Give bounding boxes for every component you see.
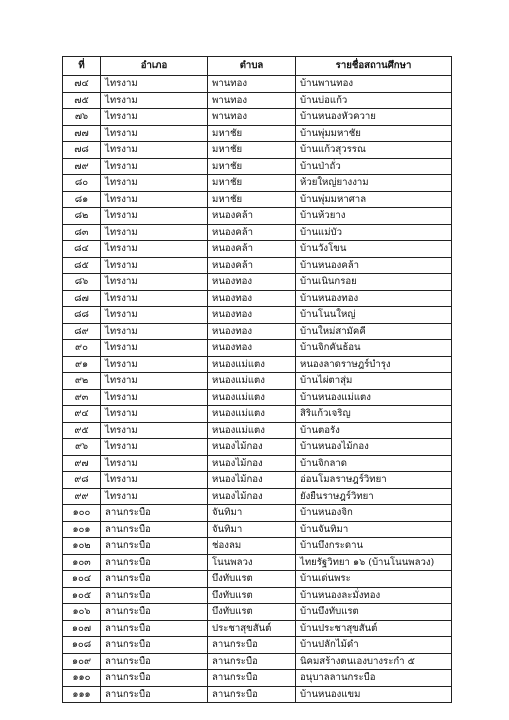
cell-district: ไทรงาม bbox=[101, 455, 208, 472]
cell-number: ๘๓ bbox=[63, 224, 101, 241]
cell-district: ไทรงาม bbox=[101, 257, 208, 274]
table-row bbox=[63, 290, 452, 307]
cell-school-name: นิคมสร้างตนเองบางระกำ ๕ bbox=[296, 653, 452, 670]
cell-subdistrict: หนองไม้กอง bbox=[208, 455, 296, 472]
table-row bbox=[63, 274, 452, 291]
cell-subdistrict: หนองแม่แตง bbox=[208, 389, 296, 406]
cell-school-name: ห้วยใหญ่ยางงาม bbox=[296, 175, 452, 192]
cell-school-name: บ้านจันทิมา bbox=[296, 521, 452, 538]
table-row bbox=[63, 191, 452, 208]
cell-district: ไทรงาม bbox=[101, 488, 208, 505]
cell-district: ไทรงาม bbox=[101, 76, 208, 93]
cell-number: ๑๐๓ bbox=[63, 554, 101, 571]
cell-school-name: บ้านโนนใหญ่ bbox=[296, 307, 452, 324]
cell-number: ๑๐๕ bbox=[63, 587, 101, 604]
cell-number: ๘๖ bbox=[63, 274, 101, 291]
cell-subdistrict: ช่องลม bbox=[208, 538, 296, 555]
cell-number: ๙๓ bbox=[63, 389, 101, 406]
cell-district: ไทรงาม bbox=[101, 356, 208, 373]
table-row bbox=[63, 142, 452, 159]
cell-school-name: บ้านจิกคันธ้อน bbox=[296, 340, 452, 357]
cell-school-name: บ้านพุ่มมหาศาล bbox=[296, 191, 452, 208]
cell-school-name: บ้านหนองจิก bbox=[296, 505, 452, 522]
cell-district: ลานกระบือ bbox=[101, 571, 208, 588]
header-district: อำเภอ bbox=[101, 57, 208, 76]
table-row bbox=[63, 505, 452, 522]
table-row bbox=[63, 472, 452, 489]
cell-subdistrict: ลานกระบือ bbox=[208, 637, 296, 654]
table-row bbox=[63, 686, 452, 703]
table-row bbox=[63, 587, 452, 604]
cell-school-name: บ้านบ่อแก้ว bbox=[296, 92, 452, 109]
cell-subdistrict: พานทอง bbox=[208, 92, 296, 109]
table-row bbox=[63, 406, 452, 423]
cell-number: ๑๐๘ bbox=[63, 637, 101, 654]
table-row bbox=[63, 521, 452, 538]
cell-district: ไทรงาม bbox=[101, 208, 208, 225]
table-row bbox=[63, 554, 452, 571]
cell-school-name: บ้านบึงทับแรต bbox=[296, 604, 452, 621]
cell-school-name: บ้านแก้วสุวรรณ bbox=[296, 142, 452, 159]
cell-school-name: บ้านหนองไม้กอง bbox=[296, 439, 452, 456]
table-row bbox=[63, 307, 452, 324]
cell-school-name: บ้านหนองคล้า bbox=[296, 257, 452, 274]
cell-district: ลานกระบือ bbox=[101, 554, 208, 571]
cell-number: ๙๕ bbox=[63, 422, 101, 439]
cell-district: ไทรงาม bbox=[101, 191, 208, 208]
table-row bbox=[63, 356, 452, 373]
cell-district: ลานกระบือ bbox=[101, 686, 208, 703]
cell-subdistrict: มหาชัย bbox=[208, 125, 296, 142]
table-body bbox=[63, 76, 452, 703]
cell-school-name: บ้านป่าถั่ว bbox=[296, 158, 452, 175]
cell-subdistrict: มหาชัย bbox=[208, 142, 296, 159]
cell-district: ไทรงาม bbox=[101, 142, 208, 159]
table-row bbox=[63, 422, 452, 439]
cell-number: ๗๖ bbox=[63, 109, 101, 126]
cell-district: ลานกระบือ bbox=[101, 521, 208, 538]
cell-number: ๙๐ bbox=[63, 340, 101, 357]
cell-subdistrict: หนองทอง bbox=[208, 274, 296, 291]
cell-district: ไทรงาม bbox=[101, 274, 208, 291]
cell-number: ๘๙ bbox=[63, 323, 101, 340]
cell-subdistrict: หนองคล้า bbox=[208, 257, 296, 274]
cell-district: ไทรงาม bbox=[101, 406, 208, 423]
cell-school-name: บ้านไผ่ตาสุ่ม bbox=[296, 373, 452, 390]
cell-district: ไทรงาม bbox=[101, 290, 208, 307]
cell-subdistrict: จันทิมา bbox=[208, 505, 296, 522]
cell-subdistrict: หนองแม่แตง bbox=[208, 422, 296, 439]
cell-number: ๑๐๗ bbox=[63, 620, 101, 637]
header-subdistrict: ตำบล bbox=[208, 57, 296, 76]
cell-subdistrict: โนนพลวง bbox=[208, 554, 296, 571]
cell-school-name: บ้านพานทอง bbox=[296, 76, 452, 93]
cell-district: ไทรงาม bbox=[101, 125, 208, 142]
cell-subdistrict: บึงทับแรต bbox=[208, 571, 296, 588]
cell-number: ๙๒ bbox=[63, 373, 101, 390]
cell-subdistrict: ประชาสุขสันต์ bbox=[208, 620, 296, 637]
table-row bbox=[63, 637, 452, 654]
cell-school-name: บ้านพุ่มมหาชัย bbox=[296, 125, 452, 142]
cell-district: ลานกระบือ bbox=[101, 587, 208, 604]
header-number: ที่ bbox=[63, 57, 101, 76]
cell-number: ๗๘ bbox=[63, 142, 101, 159]
cell-subdistrict: พานทอง bbox=[208, 76, 296, 93]
table-row bbox=[63, 604, 452, 621]
cell-district: ไทรงาม bbox=[101, 439, 208, 456]
cell-subdistrict: หนองคล้า bbox=[208, 224, 296, 241]
cell-number: ๑๐๔ bbox=[63, 571, 101, 588]
cell-district: ไทรงาม bbox=[101, 340, 208, 357]
cell-district: ไทรงาม bbox=[101, 323, 208, 340]
table-row bbox=[63, 323, 452, 340]
cell-district: ลานกระบือ bbox=[101, 620, 208, 637]
cell-district: ไทรงาม bbox=[101, 109, 208, 126]
cell-number: ๙๑ bbox=[63, 356, 101, 373]
cell-number: ๘๘ bbox=[63, 307, 101, 324]
cell-subdistrict: หนองคล้า bbox=[208, 241, 296, 258]
cell-school-name: ไทยรัฐวิทยา ๑๖ (บ้านโนนพลวง) bbox=[296, 554, 452, 571]
cell-school-name: บ้านใหม่สามัคคี bbox=[296, 323, 452, 340]
table-row bbox=[63, 109, 452, 126]
cell-subdistrict: หนองทอง bbox=[208, 290, 296, 307]
table-row bbox=[63, 208, 452, 225]
cell-number: ๘๒ bbox=[63, 208, 101, 225]
cell-school-name: บ้านปลักไม้ดำ bbox=[296, 637, 452, 654]
cell-subdistrict: หนองไม้กอง bbox=[208, 488, 296, 505]
cell-district: ลานกระบือ bbox=[101, 670, 208, 687]
table-row bbox=[63, 620, 452, 637]
table-row bbox=[63, 125, 452, 142]
cell-number: ๙๙ bbox=[63, 488, 101, 505]
cell-number: ๘๐ bbox=[63, 175, 101, 192]
cell-district: ลานกระบือ bbox=[101, 604, 208, 621]
table-row bbox=[63, 340, 452, 357]
cell-school-name: อ่อนโมลราษฎร์วิทยา bbox=[296, 472, 452, 489]
cell-district: ไทรงาม bbox=[101, 224, 208, 241]
cell-number: ๑๐๒ bbox=[63, 538, 101, 555]
cell-number: ๗๗ bbox=[63, 125, 101, 142]
table-row bbox=[63, 439, 452, 456]
cell-number: ๘๑ bbox=[63, 191, 101, 208]
cell-school-name: บ้านจิกลาด bbox=[296, 455, 452, 472]
cell-number: ๑๐๑ bbox=[63, 521, 101, 538]
cell-school-name: บ้านแม่บัว bbox=[296, 224, 452, 241]
cell-school-name: สิริแก้วเจริญ bbox=[296, 406, 452, 423]
table-row bbox=[63, 175, 452, 192]
cell-subdistrict: บึงทับแรต bbox=[208, 587, 296, 604]
cell-school-name: หนองลาดราษฎร์บำรุง bbox=[296, 356, 452, 373]
cell-subdistrict: ลานกระบือ bbox=[208, 653, 296, 670]
cell-number: ๗๔ bbox=[63, 76, 101, 93]
school-list-table bbox=[62, 56, 452, 703]
cell-subdistrict: มหาชัย bbox=[208, 158, 296, 175]
cell-school-name: ยังยืนราษฎร์วิทยา bbox=[296, 488, 452, 505]
cell-number: ๑๐๖ bbox=[63, 604, 101, 621]
cell-number: ๙๘ bbox=[63, 472, 101, 489]
cell-district: ไทรงาม bbox=[101, 389, 208, 406]
cell-district: ไทรงาม bbox=[101, 373, 208, 390]
cell-school-name: บ้านห้วยาง bbox=[296, 208, 452, 225]
cell-district: ลานกระบือ bbox=[101, 538, 208, 555]
header-school-name: รายชื่อสถานศึกษา bbox=[296, 57, 452, 76]
cell-subdistrict: พานทอง bbox=[208, 109, 296, 126]
cell-subdistrict: บึงทับแรต bbox=[208, 604, 296, 621]
cell-subdistrict: ลานกระบือ bbox=[208, 670, 296, 687]
cell-number: ๗๕ bbox=[63, 92, 101, 109]
table-row bbox=[63, 92, 452, 109]
cell-subdistrict: หนองทอง bbox=[208, 323, 296, 340]
cell-subdistrict: หนองแม่แตง bbox=[208, 406, 296, 423]
table-row bbox=[63, 158, 452, 175]
table-row bbox=[63, 257, 452, 274]
table-row bbox=[63, 670, 452, 687]
cell-number: ๑๐๐ bbox=[63, 505, 101, 522]
cell-number: ๗๙ bbox=[63, 158, 101, 175]
cell-number: ๑๑๐ bbox=[63, 670, 101, 687]
cell-subdistrict: หนองทอง bbox=[208, 340, 296, 357]
cell-school-name: บ้านเนินกรอย bbox=[296, 274, 452, 291]
cell-number: ๙๖ bbox=[63, 439, 101, 456]
table-row bbox=[63, 389, 452, 406]
cell-subdistrict: มหาชัย bbox=[208, 175, 296, 192]
cell-school-name: บ้านหนองหัวควาย bbox=[296, 109, 452, 126]
cell-school-name: บ้านหนองทอง bbox=[296, 290, 452, 307]
cell-district: ไทรงาม bbox=[101, 472, 208, 489]
cell-school-name: บ้านหนองละมั่งทอง bbox=[296, 587, 452, 604]
cell-subdistrict: มหาชัย bbox=[208, 191, 296, 208]
cell-district: ไทรงาม bbox=[101, 92, 208, 109]
cell-school-name: บ้านเด่นพระ bbox=[296, 571, 452, 588]
cell-number: ๘๔ bbox=[63, 241, 101, 258]
cell-school-name: บ้านประชาสุขสันต์ bbox=[296, 620, 452, 637]
cell-school-name: บ้านหนองแขม bbox=[296, 686, 452, 703]
cell-subdistrict: หนองทอง bbox=[208, 307, 296, 324]
table-row bbox=[63, 571, 452, 588]
cell-number: ๙๗ bbox=[63, 455, 101, 472]
cell-subdistrict: ลานกระบือ bbox=[208, 686, 296, 703]
cell-district: ไทรงาม bbox=[101, 175, 208, 192]
cell-school-name: บ้านตอรัง bbox=[296, 422, 452, 439]
cell-district: ลานกระบือ bbox=[101, 653, 208, 670]
cell-number: ๑๑๑ bbox=[63, 686, 101, 703]
cell-school-name: บ้านหนองแม่แตง bbox=[296, 389, 452, 406]
table-row bbox=[63, 455, 452, 472]
table-row bbox=[63, 373, 452, 390]
table-row bbox=[63, 538, 452, 555]
cell-number: ๑๐๙ bbox=[63, 653, 101, 670]
table-row bbox=[63, 76, 452, 93]
cell-district: ไทรงาม bbox=[101, 422, 208, 439]
table-row bbox=[63, 224, 452, 241]
cell-subdistrict: หนองคล้า bbox=[208, 208, 296, 225]
cell-subdistrict: หนองแม่แตง bbox=[208, 373, 296, 390]
cell-number: ๘๕ bbox=[63, 257, 101, 274]
cell-number: ๘๗ bbox=[63, 290, 101, 307]
cell-district: ลานกระบือ bbox=[101, 505, 208, 522]
table-row bbox=[63, 241, 452, 258]
cell-subdistrict: หนองไม้กอง bbox=[208, 472, 296, 489]
cell-school-name: อนุบาลลานกระบือ bbox=[296, 670, 452, 687]
cell-number: ๙๔ bbox=[63, 406, 101, 423]
cell-district: ไทรงาม bbox=[101, 307, 208, 324]
cell-district: ไทรงาม bbox=[101, 158, 208, 175]
cell-subdistrict: หนองแม่แตง bbox=[208, 356, 296, 373]
table-header-row bbox=[63, 57, 452, 76]
table-row bbox=[63, 488, 452, 505]
cell-district: ไทรงาม bbox=[101, 241, 208, 258]
cell-subdistrict: หนองไม้กอง bbox=[208, 439, 296, 456]
cell-school-name: บ้านบึงกระดาน bbox=[296, 538, 452, 555]
cell-subdistrict: จันทิมา bbox=[208, 521, 296, 538]
cell-school-name: บ้านวังโขน bbox=[296, 241, 452, 258]
cell-district: ลานกระบือ bbox=[101, 637, 208, 654]
table-row bbox=[63, 653, 452, 670]
